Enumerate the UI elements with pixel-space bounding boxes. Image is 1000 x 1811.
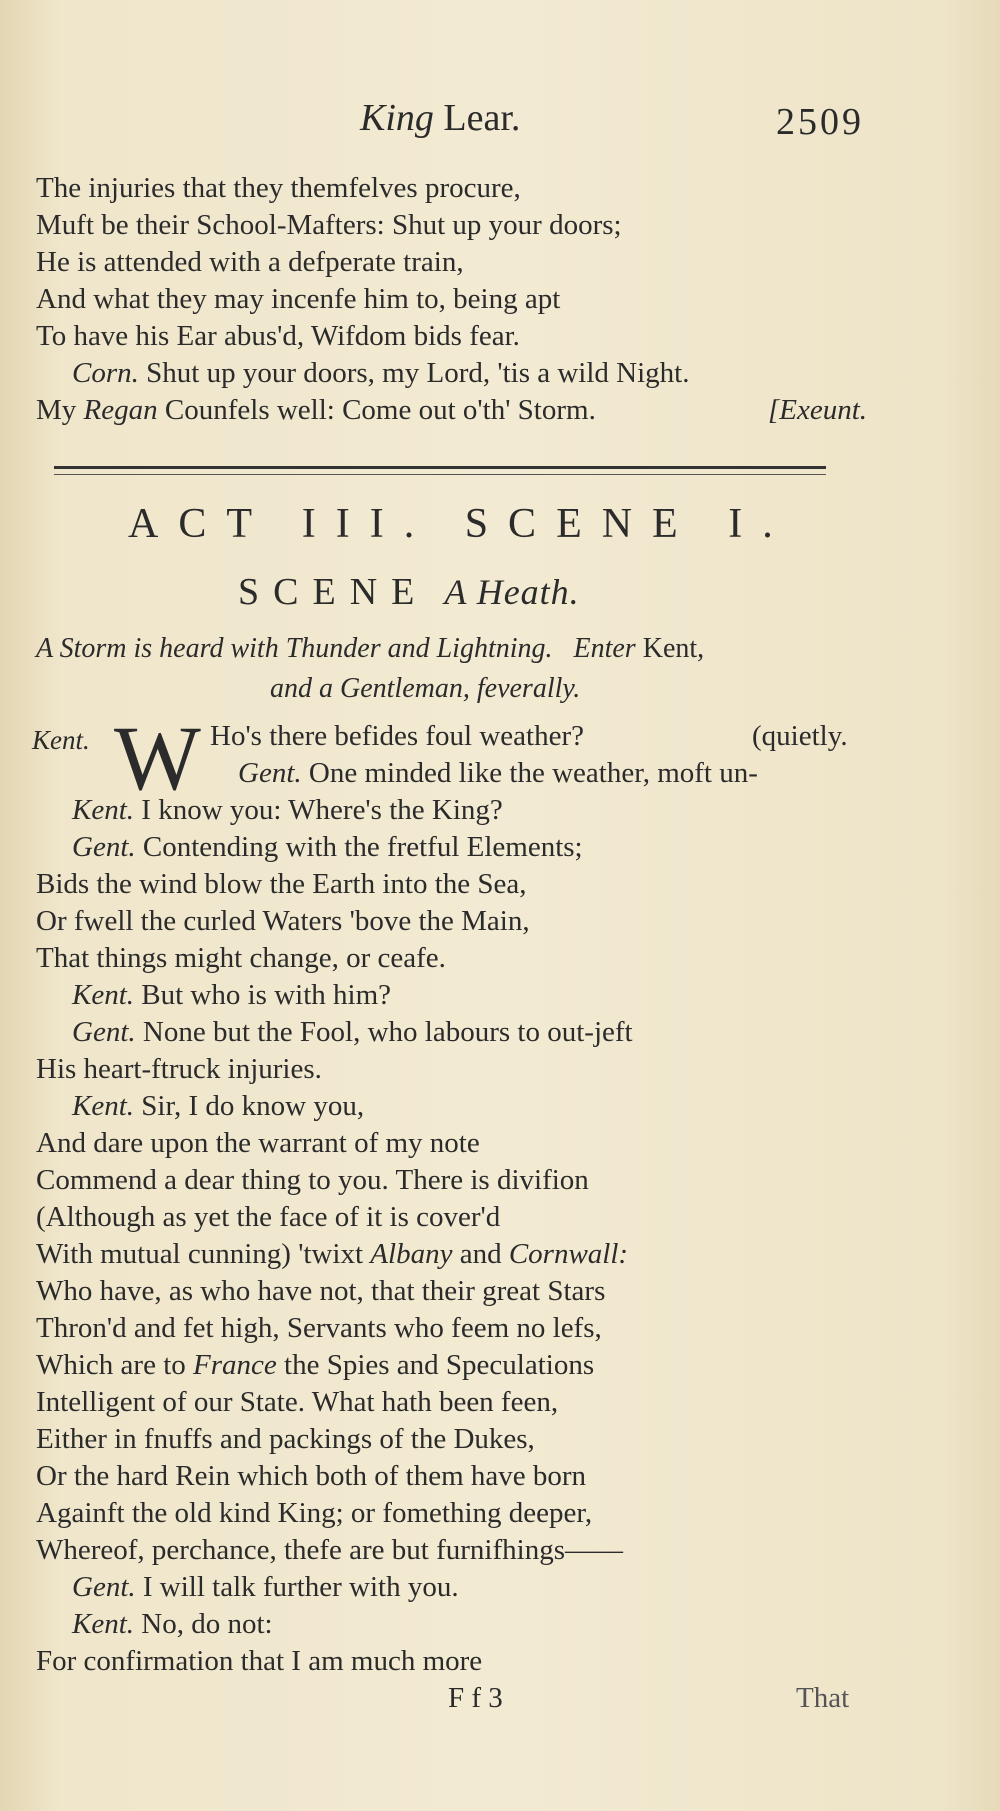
text-line: Ho's there befides foul weather? — [210, 720, 585, 752]
dialogue-line: Or fwell the curled Waters 'bove the Main, — [36, 905, 530, 937]
speaker-name: Corn. — [72, 357, 139, 389]
exeunt-direction: [Exeunt. — [768, 394, 868, 426]
regan-line: My Regan Counfels well: Come out o'th' Storm. — [36, 394, 596, 426]
mutual-cunning-line: With mutual cunning) 'twixt Albany and Cornwall: — [36, 1238, 629, 1270]
dialogue-line: Kent. But who is with him? — [72, 979, 392, 1011]
dialogue-line: Kent. Sir, I do know you, — [72, 1090, 365, 1122]
divider-rule — [54, 466, 826, 469]
dialogue-line: Gent. None but the Fool, who labours to out-jeft — [72, 1016, 633, 1048]
dialogue-line: Commend a dear thing to you. There is divifion — [36, 1164, 589, 1196]
catchword: That — [796, 1682, 850, 1714]
text-line: He is attended with a defperate train, — [36, 246, 464, 278]
divider-rule-thin — [54, 474, 826, 475]
dialogue-line: Either in fnuffs and packings of the Dukes, — [36, 1423, 535, 1455]
text-line-tail: (quietly. — [752, 720, 848, 752]
text-line: And what they may incenfe him to, being apt — [36, 283, 561, 315]
france-line: Which are to France the Spies and Speculations — [36, 1349, 595, 1381]
running-title: King Lear. — [360, 97, 521, 139]
dialogue-line: (Although as yet the face of it is cover'd — [36, 1201, 501, 1233]
text-line: Muft be their School-Mafters: Shut up your doors; — [36, 209, 622, 241]
signature-mark: F f 3 — [448, 1682, 503, 1714]
dialogue-line: Thron'd and fet high, Servants who feem no lefs, — [36, 1312, 602, 1344]
dialogue-line: Intelligent of our State. What hath been feen, — [36, 1386, 559, 1418]
speaker-name: Kent. — [32, 725, 90, 755]
page-number: 2509 — [776, 101, 864, 143]
stage-direction-line2: and a Gentleman, feverally. — [270, 673, 581, 704]
stage-direction: A Storm is heard with Thunder and Lightning. Enter Kent, — [36, 633, 705, 664]
dialogue-line: Gent. I will talk further with you. — [72, 1571, 459, 1603]
text-line: To have his Ear abus'd, Wifdom bids fear. — [36, 320, 520, 352]
dialogue-line: Againft the old kind King; or fomething deeper, — [36, 1497, 593, 1529]
dialogue-line: Who have, as who have not, that their great Stars — [36, 1275, 606, 1307]
scene-heading: SCENE A Heath. — [238, 571, 580, 613]
corn-speech: Corn. Shut up your doors, my Lord, 'tis a wild Night. — [72, 357, 690, 389]
dialogue-line: Gent. Contending with the fretful Elements; — [72, 831, 583, 863]
text-line: The injuries that they themfelves procure, — [36, 172, 521, 204]
dialogue-line: For confirmation that I am much more — [36, 1645, 483, 1677]
drop-cap: W — [114, 707, 201, 809]
act-heading: ACT III. SCENE I. — [128, 501, 793, 547]
dialogue-line: Kent. I know you: Where's the King? — [72, 794, 503, 826]
dialogue-line: That things might change, or ceafe. — [36, 942, 446, 974]
dialogue-line: Bids the wind blow the Earth into the Sea, — [36, 868, 527, 900]
dialogue-line: Whereof, perchance, thefe are but furnifhings—— — [36, 1534, 623, 1566]
dialogue-line: His heart-ftruck injuries. — [36, 1053, 322, 1085]
dialogue-line: Or the hard Rein which both of them have born — [36, 1460, 587, 1492]
gent-speech: Gent. One minded like the weather, moft un- — [238, 757, 758, 789]
dialogue-line: Kent. No, do not: — [72, 1608, 273, 1640]
dialogue-line: And dare upon the warrant of my note — [36, 1127, 480, 1159]
